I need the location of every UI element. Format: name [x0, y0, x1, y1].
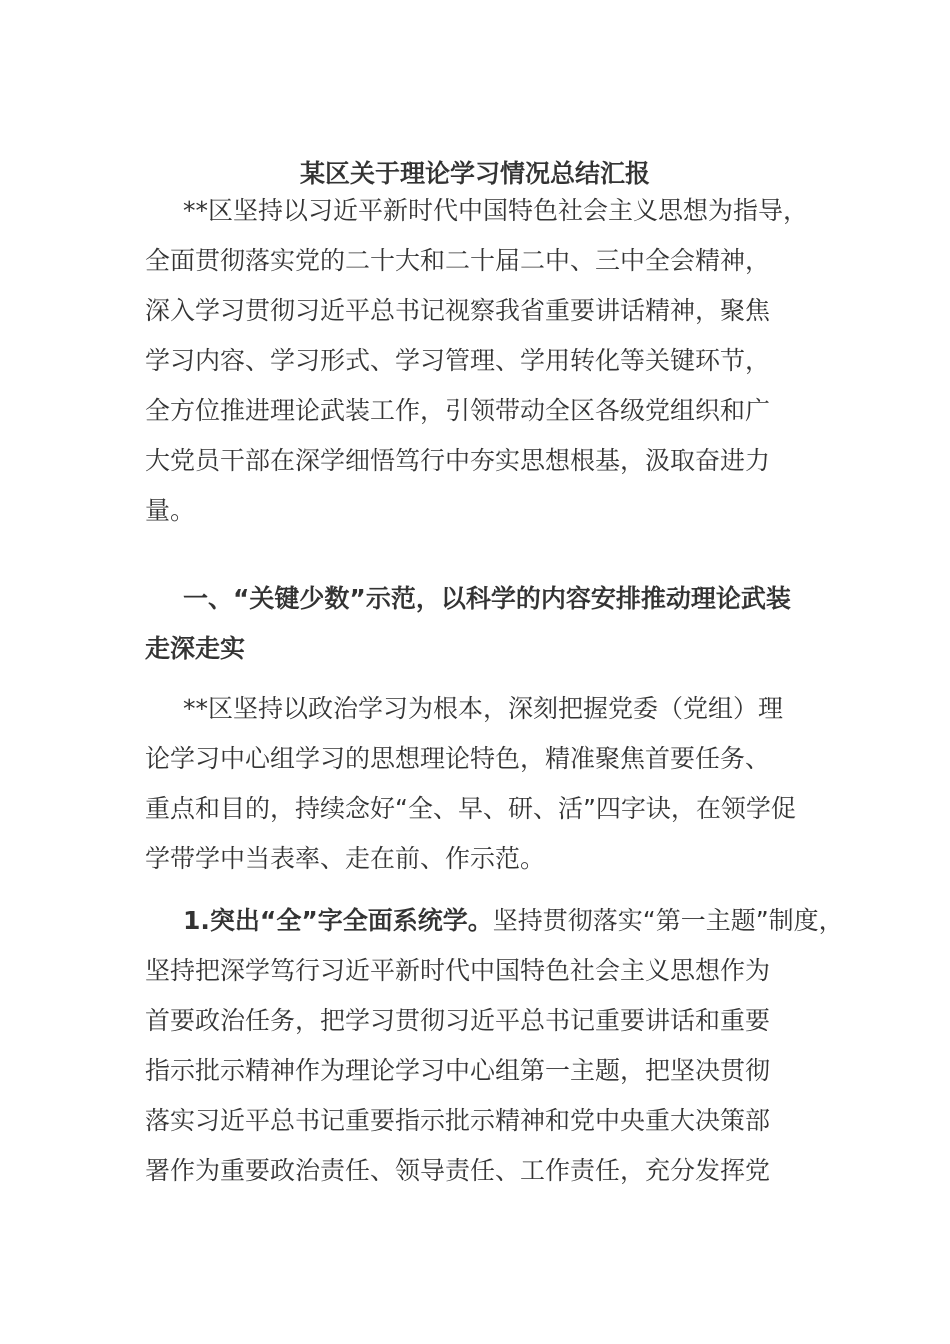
text-line: 全方位推进理论武装工作，引领带动全区各级党组织和广	[145, 396, 771, 425]
text-line: 全面贯彻落实党的二十大和二十届二中、三中全会精神，	[145, 246, 771, 275]
text-line: **区坚持以政治学习为根本，深刻把握党委（党组）理	[183, 694, 784, 723]
text-line: 量。	[145, 496, 196, 525]
text-line: 首要政治任务，把学习贯彻习近平总书记重要讲话和重要	[145, 1006, 771, 1035]
text-line	[145, 896, 844, 946]
point-lead: 1.突出“全”字全面系统学。	[183, 906, 493, 935]
section-heading-1	[145, 574, 835, 674]
text-line: **区坚持以习近平新时代中国特色社会主义思想为指导，	[183, 196, 809, 225]
text-line: 学习内容、学习形式、学习管理、学用转化等关键环节，	[145, 346, 771, 375]
text-line: 论学习中心组学习的思想理论特色，精准聚焦首要任务、	[145, 744, 771, 773]
paragraph-point-1	[145, 896, 844, 1196]
text-line: 深入学习贯彻习近平总书记视察我省重要讲话精神，聚焦	[145, 296, 771, 325]
heading-line: 走深走实	[145, 634, 246, 663]
text-line: 大党员干部在深学细悟笃行中夯实思想根基，汲取奋进力	[145, 446, 771, 475]
text-line: 指示批示精神作为理论学习中心组第一主题，把坚决贯彻	[145, 1056, 771, 1085]
paragraph-intro	[145, 186, 835, 536]
text-line: 坚持把深学笃行习近平新时代中国特色社会主义思想作为	[145, 956, 771, 985]
point-lead-rest: 坚持贯彻落实“第一主题”制度，	[492, 906, 844, 935]
document-title: 某区关于理论学习情况总结汇报	[299, 159, 650, 188]
text-line: 重点和目的，持续念好“全、早、研、活”四字诀，在领学促	[145, 794, 796, 823]
paragraph-section-1	[145, 684, 835, 884]
heading-line: 一、“关键少数”示范，以科学的内容安排推动理论武装	[183, 584, 791, 613]
text-line: 落实习近平总书记重要指示批示精神和党中央重大决策部	[145, 1106, 771, 1135]
text-line: 学带学中当表率、走在前、作示范。	[145, 844, 546, 873]
text-line: 署作为重要政治责任、领导责任、工作责任，充分发挥党	[145, 1156, 771, 1185]
